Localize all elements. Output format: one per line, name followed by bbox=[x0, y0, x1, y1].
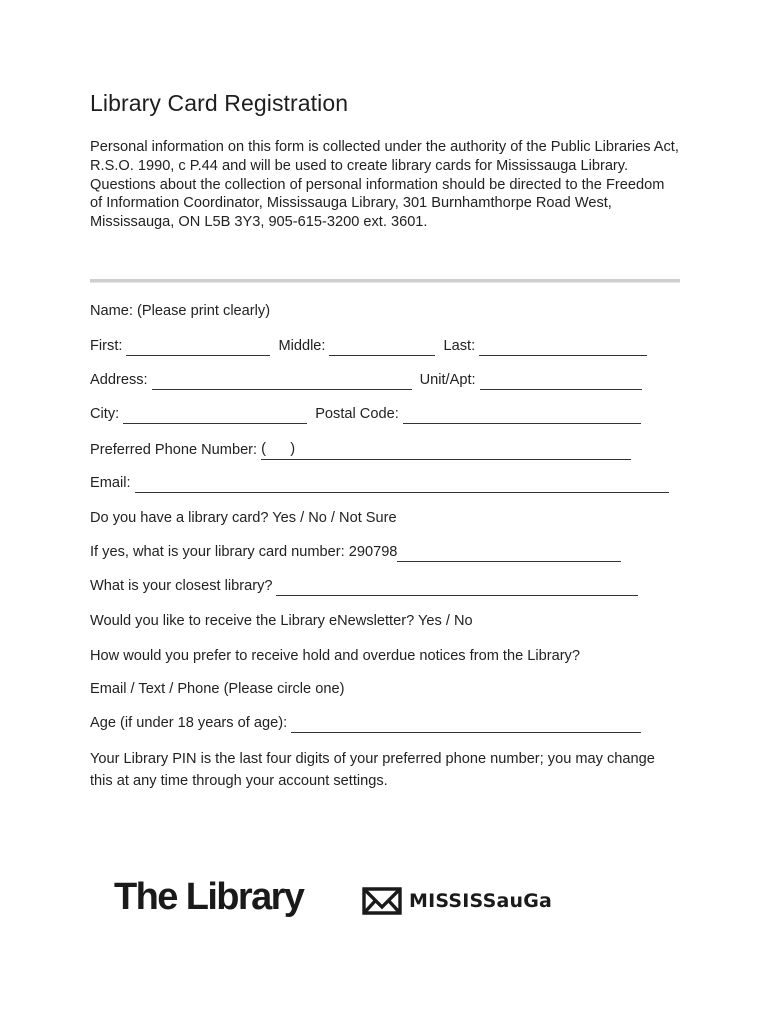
first-name-label: First: bbox=[90, 338, 123, 354]
postal-code-label: Postal Code: bbox=[315, 406, 399, 422]
age-label: Age (if under 18 years of age): bbox=[90, 715, 288, 731]
email-field[interactable] bbox=[135, 478, 669, 493]
closest-library-field[interactable] bbox=[276, 581, 638, 596]
age-field[interactable] bbox=[291, 718, 641, 733]
city-field[interactable] bbox=[123, 409, 307, 424]
unit-label: Unit/Apt: bbox=[419, 372, 476, 388]
age-row bbox=[90, 713, 680, 733]
unit-field[interactable] bbox=[480, 375, 642, 390]
phone-number-field[interactable] bbox=[295, 445, 631, 460]
middle-name-label: Middle: bbox=[278, 338, 326, 354]
city-row bbox=[90, 404, 680, 424]
privacy-notice: Personal information on this form is collected under the authority of the Public Libraries Act, R.S.O. 1990, c P.44 and will be used to create library cards for Mississauga Library. Questions about the collection of personal information should be directed to the Freedom of Information Coordinator, Mississauga Library, 301 Burnhamthorpe Road West, Mississauga, ON L5B 3Y3, 905-615-3200 ext. 3601. bbox=[90, 139, 679, 231]
notices-question-row bbox=[90, 646, 680, 666]
section-divider bbox=[90, 279, 680, 283]
last-name-label: Last: bbox=[443, 338, 476, 354]
address-label: Address: bbox=[90, 372, 148, 388]
form-title: Library Card Registration bbox=[90, 90, 349, 116]
newsletter-question[interactable]: Would you like to receive the Library eNewsletter? Yes / No bbox=[90, 613, 473, 629]
closest-library-row bbox=[90, 576, 680, 596]
address-row bbox=[90, 370, 680, 390]
card-number-row bbox=[90, 542, 680, 562]
the-library-logo: The Library bbox=[114, 876, 304, 918]
address-field[interactable] bbox=[152, 375, 412, 390]
name-heading: Name: (Please print clearly) bbox=[90, 303, 271, 319]
phone-row bbox=[90, 439, 680, 459]
middle-name-field[interactable] bbox=[329, 341, 435, 356]
newsletter-row bbox=[90, 611, 680, 631]
postal-code-field[interactable] bbox=[403, 409, 641, 424]
mississauga-logo bbox=[361, 886, 552, 916]
last-name-field[interactable] bbox=[479, 341, 647, 356]
card-number-field[interactable] bbox=[397, 547, 621, 562]
first-name-field[interactable] bbox=[126, 341, 270, 356]
notices-options-row bbox=[90, 679, 680, 699]
phone-label: Preferred Phone Number: bbox=[90, 442, 258, 458]
city-label: City: bbox=[90, 406, 120, 422]
phone-area-code-field[interactable]: ( ) bbox=[261, 439, 295, 460]
name-row bbox=[90, 336, 680, 356]
have-card-question[interactable]: Do you have a library card? Yes / No / Not Sure bbox=[90, 510, 397, 526]
mississauga-mark-icon bbox=[361, 886, 403, 916]
notices-question: How would you prefer to receive hold and overdue notices from the Library? bbox=[90, 648, 580, 664]
closest-library-label: What is your closest library? bbox=[90, 578, 273, 594]
name-heading-row bbox=[90, 301, 680, 321]
have-card-row bbox=[90, 508, 680, 528]
pin-note: Your Library PIN is the last four digits of your preferred phone number; you may change this at any time through your account settings. bbox=[90, 751, 655, 789]
email-label: Email: bbox=[90, 475, 131, 491]
email-row bbox=[90, 473, 680, 493]
card-number-label: If yes, what is your library card number: 290798 bbox=[90, 544, 398, 560]
notices-options[interactable]: Email / Text / Phone (Please circle one) bbox=[90, 681, 345, 697]
mississauga-wordmark: MISSISSauGa bbox=[409, 890, 553, 912]
